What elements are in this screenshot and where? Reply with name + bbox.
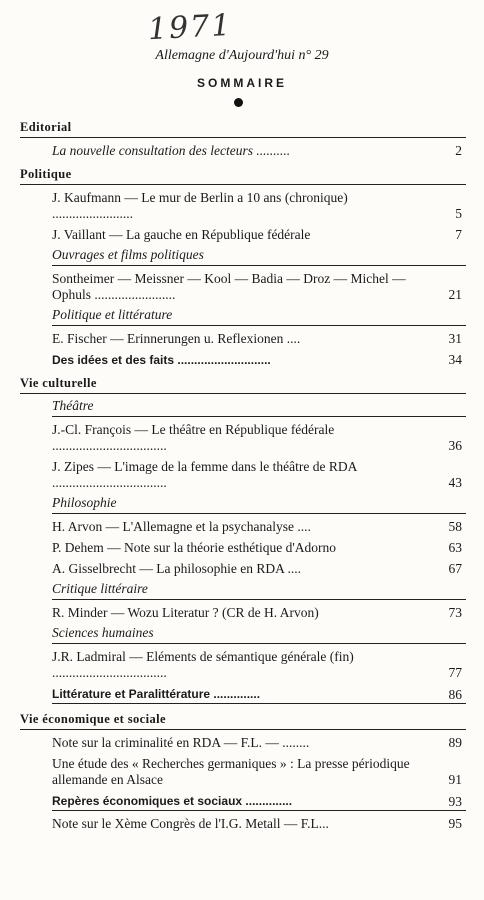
toc-page-number: 34 [448, 352, 462, 367]
toc-entry [52, 756, 466, 788]
subsection-heading: Critique littéraire [52, 581, 466, 600]
toc-page-number: 77 [448, 665, 462, 680]
toc-page-number: 73 [448, 605, 462, 620]
subsection-heading: Théâtre [52, 398, 466, 417]
toc-page-number: 93 [448, 794, 462, 809]
toc-page-number: 31 [448, 331, 462, 346]
toc-entry-title: J. Vaillant — La gauche en République fédérale [52, 227, 311, 242]
toc-page-number: 21 [448, 287, 462, 302]
toc-entry [52, 816, 466, 832]
toc-entry [52, 649, 466, 681]
toc-entry-title: Une étude des « Recherches germaniques » : La presse périodique allemande en Alsace [52, 756, 410, 787]
subsection-heading: Sciences humaines [52, 625, 466, 644]
toc-page-number: 2 [455, 143, 462, 158]
toc-entry-title: Sontheimer — Meissner — Kool — Badia — Droz — Michel — Ophuls ........................ [52, 271, 406, 302]
toc-page-number: 5 [455, 206, 462, 221]
sommaire-heading: SOMMAIRE [197, 76, 287, 90]
toc-entry [52, 735, 466, 751]
toc-page-number: 63 [448, 540, 462, 555]
toc-entry-title: J. Kaufmann — Le mur de Berlin a 10 ans (chronique) ........................ [52, 190, 348, 221]
toc-entry [52, 519, 466, 535]
toc-entry [52, 143, 466, 159]
journal-title: Allemagne d'Aujourd'hui n° 29 [155, 48, 329, 63]
toc-entry [52, 227, 466, 243]
toc-entry-title: J.-Cl. François — Le théâtre en République fédérale .................................. [52, 422, 335, 453]
toc-entry-title: Note sur le Xème Congrès de l'I.G. Metall — F.L... [52, 816, 329, 831]
toc-page-number: 36 [448, 438, 462, 453]
toc-entry-title: P. Dehem — Note sur la théorie esthétique d'Adorno [52, 540, 336, 555]
toc-entry [52, 190, 466, 222]
toc-entry [52, 422, 466, 454]
toc-page-number: 58 [448, 519, 462, 534]
toc-entry [52, 686, 466, 704]
toc-entry [52, 352, 466, 368]
toc-page-number: 43 [448, 475, 462, 490]
toc-entry-title: A. Gisselbrecht — La philosophie en RDA .... [52, 561, 301, 576]
section-heading: Editorial [20, 120, 466, 138]
toc-entry [52, 605, 466, 621]
toc-entry-title: J.R. Ladmiral — Eléments de sémantique générale (fin) .................................. [52, 649, 354, 680]
section-heading: Vie économique et sociale [20, 712, 466, 730]
toc-entry-title: Des idées et des faits ............................ [52, 353, 271, 367]
table-of-contents [0, 112, 484, 832]
toc-entry-title: Repères économiques et sociaux .............. [52, 794, 293, 808]
toc-entry-title: Note sur la criminalité en RDA — F.L. — ........ [52, 735, 310, 750]
subsection-heading: Ouvrages et films politiques [52, 247, 466, 266]
toc-entry [52, 331, 466, 347]
toc-entry [52, 561, 466, 577]
toc-entry [52, 459, 466, 491]
toc-page-number: 91 [448, 772, 462, 787]
toc-entry-title: E. Fischer — Erinnerungen u. Reflexionen .... [52, 331, 301, 346]
toc-entry-title: J. Zipes — L'image de la femme dans le théâtre de RDA .................................. [52, 459, 357, 490]
toc-page-number: 95 [448, 816, 462, 831]
subsection-heading: Politique et littérature [52, 307, 466, 326]
handwritten-year: 1971 [147, 7, 234, 48]
section-heading: Vie culturelle [20, 376, 466, 394]
toc-entry [52, 540, 466, 556]
toc-entry-title: R. Minder — Wozu Literatur ? (CR de H. Arvon) [52, 605, 319, 620]
toc-entry [52, 271, 466, 303]
toc-entry-title: Littérature et Paralittérature .............. [52, 687, 261, 701]
toc-page-number: 67 [448, 561, 462, 576]
subsection-heading: Philosophie [52, 495, 466, 514]
toc-page-number: 86 [448, 687, 462, 702]
section-heading: Politique [20, 167, 466, 185]
toc-entry [52, 793, 466, 811]
toc-entry-title: H. Arvon — L'Allemagne et la psychanalyse .... [52, 519, 311, 534]
toc-page-number: 89 [448, 735, 462, 750]
bullet-ornament [234, 98, 243, 107]
toc-entry-title: La nouvelle consultation des lecteurs .......... [52, 143, 291, 158]
toc-page-number: 7 [455, 227, 462, 242]
